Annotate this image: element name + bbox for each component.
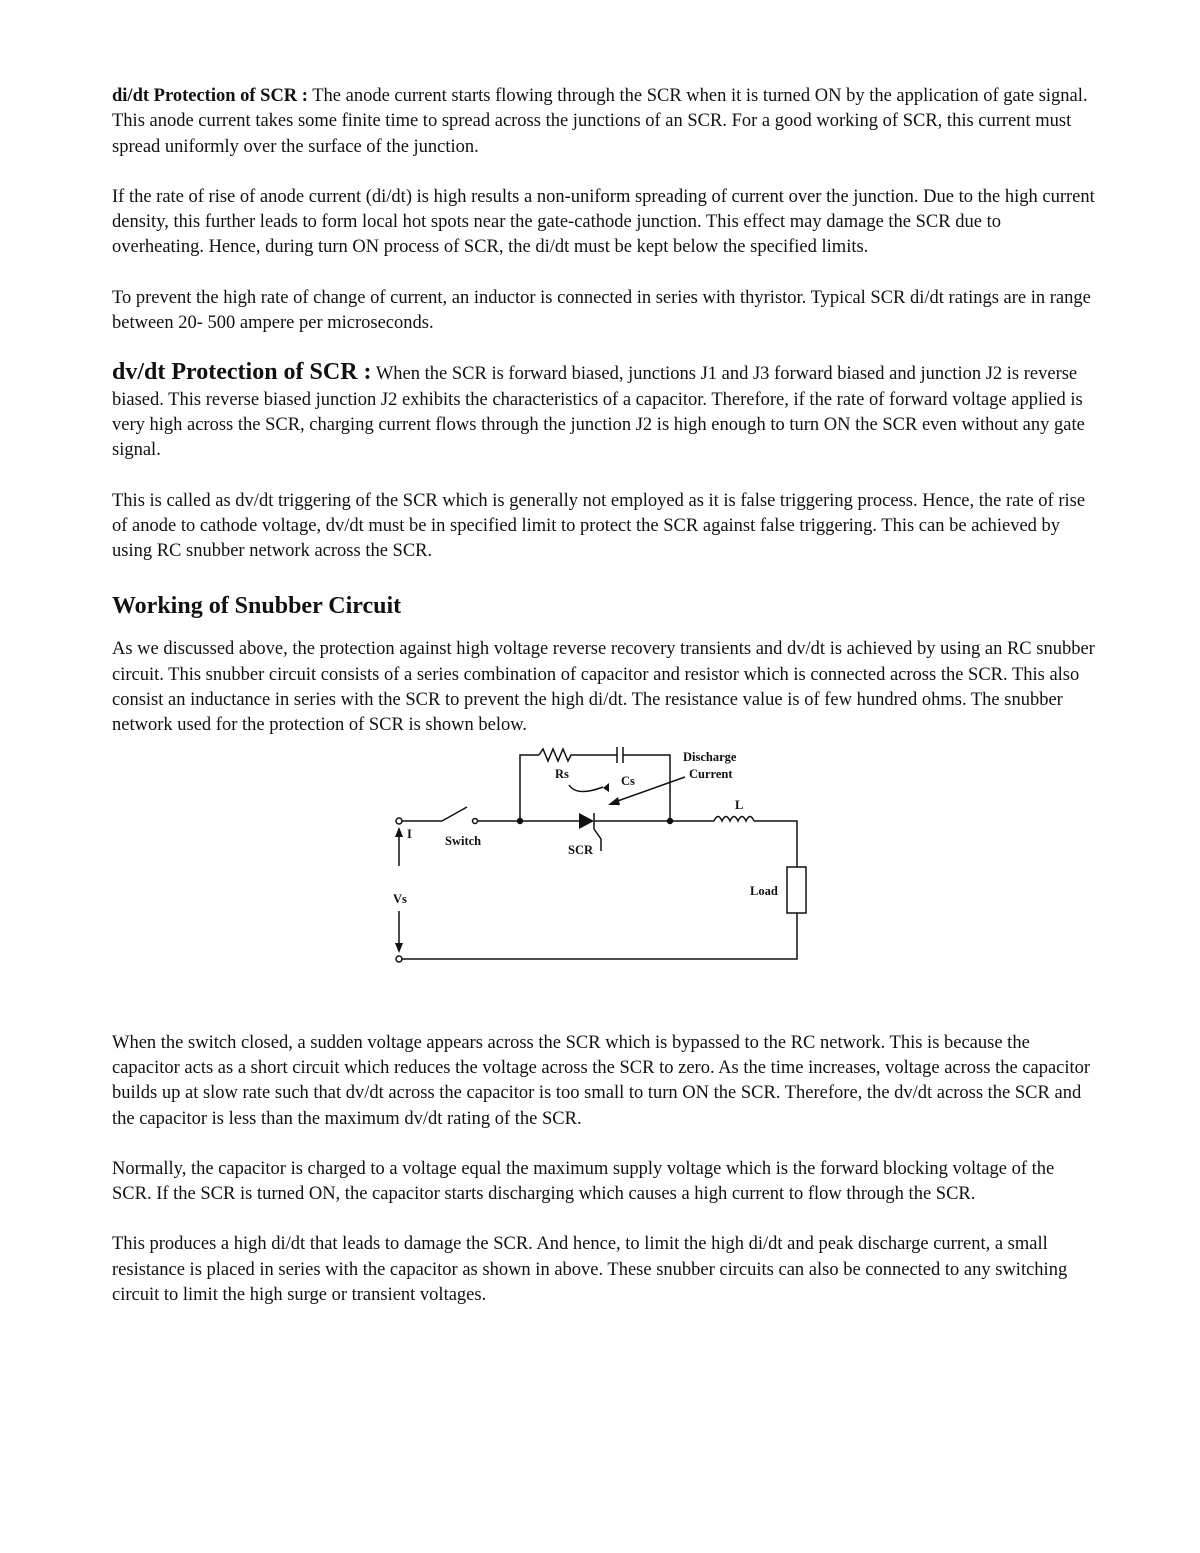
- label-load: Load: [750, 883, 778, 898]
- snubber-resistor-rs: [539, 749, 617, 761]
- inductor-coil: [714, 816, 754, 821]
- didt-paragraph-2: If the rate of rise of anode current (di/dt) is high results a non-uniform spreading of current over the junction. Due to the high current density, this further leads to form local hot spots near the gate-cathode junction. This effect may damage the SCR due to overheating. Hence, during turn ON process of SCR, the di/dt must be kept below the specified limits.: [112, 186, 1095, 258]
- loop-arrowhead: [603, 783, 609, 792]
- snubber-paragraph-2: When the switch closed, a sudden voltage appears across the SCR which is bypassed to the RC network. This is because the capacitor acts as a short circuit which reduces the voltage across the SCR to zero. As the time increases, voltage across the capacitor builds up at slow rate such that dv/dt across the capacitor is too small to turn ON the SCR. Therefore, the dv/dt across the SCR and the capacitor is less than the maximum dv/dt rating of the SCR.: [112, 1032, 1091, 1129]
- scr-triangle: [579, 813, 594, 829]
- snubber-paragraph-3: Normally, the capacitor is charged to a voltage equal the maximum supply voltage which is the forward blocking voltage of the SCR. If the SCR is turned ON, the capacitor starts discharging which causes a high current to flow through the SCR.: [112, 1158, 1055, 1205]
- label-plus: I: [407, 826, 412, 841]
- label-discharge-2: Current: [689, 766, 733, 781]
- snubber-circuit-diagram: [387, 749, 847, 1011]
- vs-arrowhead-up: [395, 827, 403, 837]
- label-switch: Switch: [445, 833, 482, 848]
- switch-blade: [442, 807, 467, 821]
- didt-p1-text: The anode current starts flowing through the SCR when it is turned ON by the application of gate signal. This anode current takes some finite time to spread across the junctions of an SCR. For a good working of SCR, this current must spread uniformly over the surface of the junction.: [112, 86, 1088, 157]
- snubber-left-wire: [520, 755, 539, 821]
- dvdt-heading: dv/dt Protection of SCR :: [112, 359, 372, 386]
- label-cs: Cs: [621, 773, 635, 788]
- label-rs: Rs: [555, 766, 569, 781]
- scr-gate: [594, 829, 601, 851]
- load-box: [787, 867, 806, 913]
- snubber-circuit-figure: [112, 739, 1097, 1031]
- discharge-arrowhead: [608, 797, 620, 805]
- label-inductor: L: [735, 797, 744, 812]
- switch-contact: [473, 818, 478, 823]
- didt-paragraph-3: To prevent the high rate of change of current, an inductor is connected in series with thyristor. Typical SCR di/dt ratings are in range between 20- 500 ampere per microseconds.: [112, 287, 1091, 334]
- snubber-paragraph-1: As we discussed above, the protection against high voltage reverse recovery transients and dv/dt is achieved by using an RC snubber circuit. This snubber circuit consists of a series combination of capacitor and resistor which is connected across the SCR. This also consist an inductance in series with the SCR to prevent the high di/dt. The resistance value is of few hundred ohms. The snubber network used for the protection of SCR is shown below.: [112, 639, 1095, 736]
- terminal-bottom: [396, 956, 402, 962]
- dvdt-intro-paragraph: [112, 360, 1097, 463]
- label-scr: SCR: [568, 842, 594, 857]
- didt-intro-paragraph: [112, 84, 1097, 160]
- dvdt-paragraph-2: This is called as dv/dt triggering of the SCR which is generally not employed as it is false triggering process. Hence, the rate of rise of anode to cathode voltage, dv/dt must be in specified limit to protect the SCR against false triggering. This can be achieved by using RC snubber network across the SCR.: [112, 490, 1086, 562]
- wire-to-load: [754, 821, 797, 867]
- terminal-top: [396, 818, 402, 824]
- dvdt-p1-text: When the SCR is forward biased, junctions J1 and J3 forward biased and junction J2 is reverse biased. This reverse biased junction J2 exhibits the characteristics of a capacitor. Therefore, if the rate of forward voltage applied is very high across the SCR, charging current flows through the junction J2 is high enough to turn ON the SCR even without any gate signal.: [112, 364, 1085, 461]
- snubber-paragraph-4: This produces a high di/dt that leads to damage the SCR. And hence, to limit the high di/dt and peak discharge current, a small resistance is placed in series with the capacitor as shown in above. These snubber circuits can also be connected to any switching circuit to limit the high surge or transient voltages.: [112, 1234, 1068, 1306]
- current-loop-arc: [569, 785, 603, 792]
- label-discharge-1: Discharge: [683, 749, 737, 764]
- vs-arrowhead-down: [395, 943, 403, 953]
- snubber-heading: Working of Snubber Circuit: [112, 593, 402, 620]
- document-page: [112, 84, 1097, 1308]
- label-vs: Vs: [393, 891, 407, 906]
- snubber-right-wire: [623, 755, 670, 821]
- didt-heading: di/dt Protection of SCR :: [112, 86, 308, 106]
- wire-bottom: [399, 913, 797, 959]
